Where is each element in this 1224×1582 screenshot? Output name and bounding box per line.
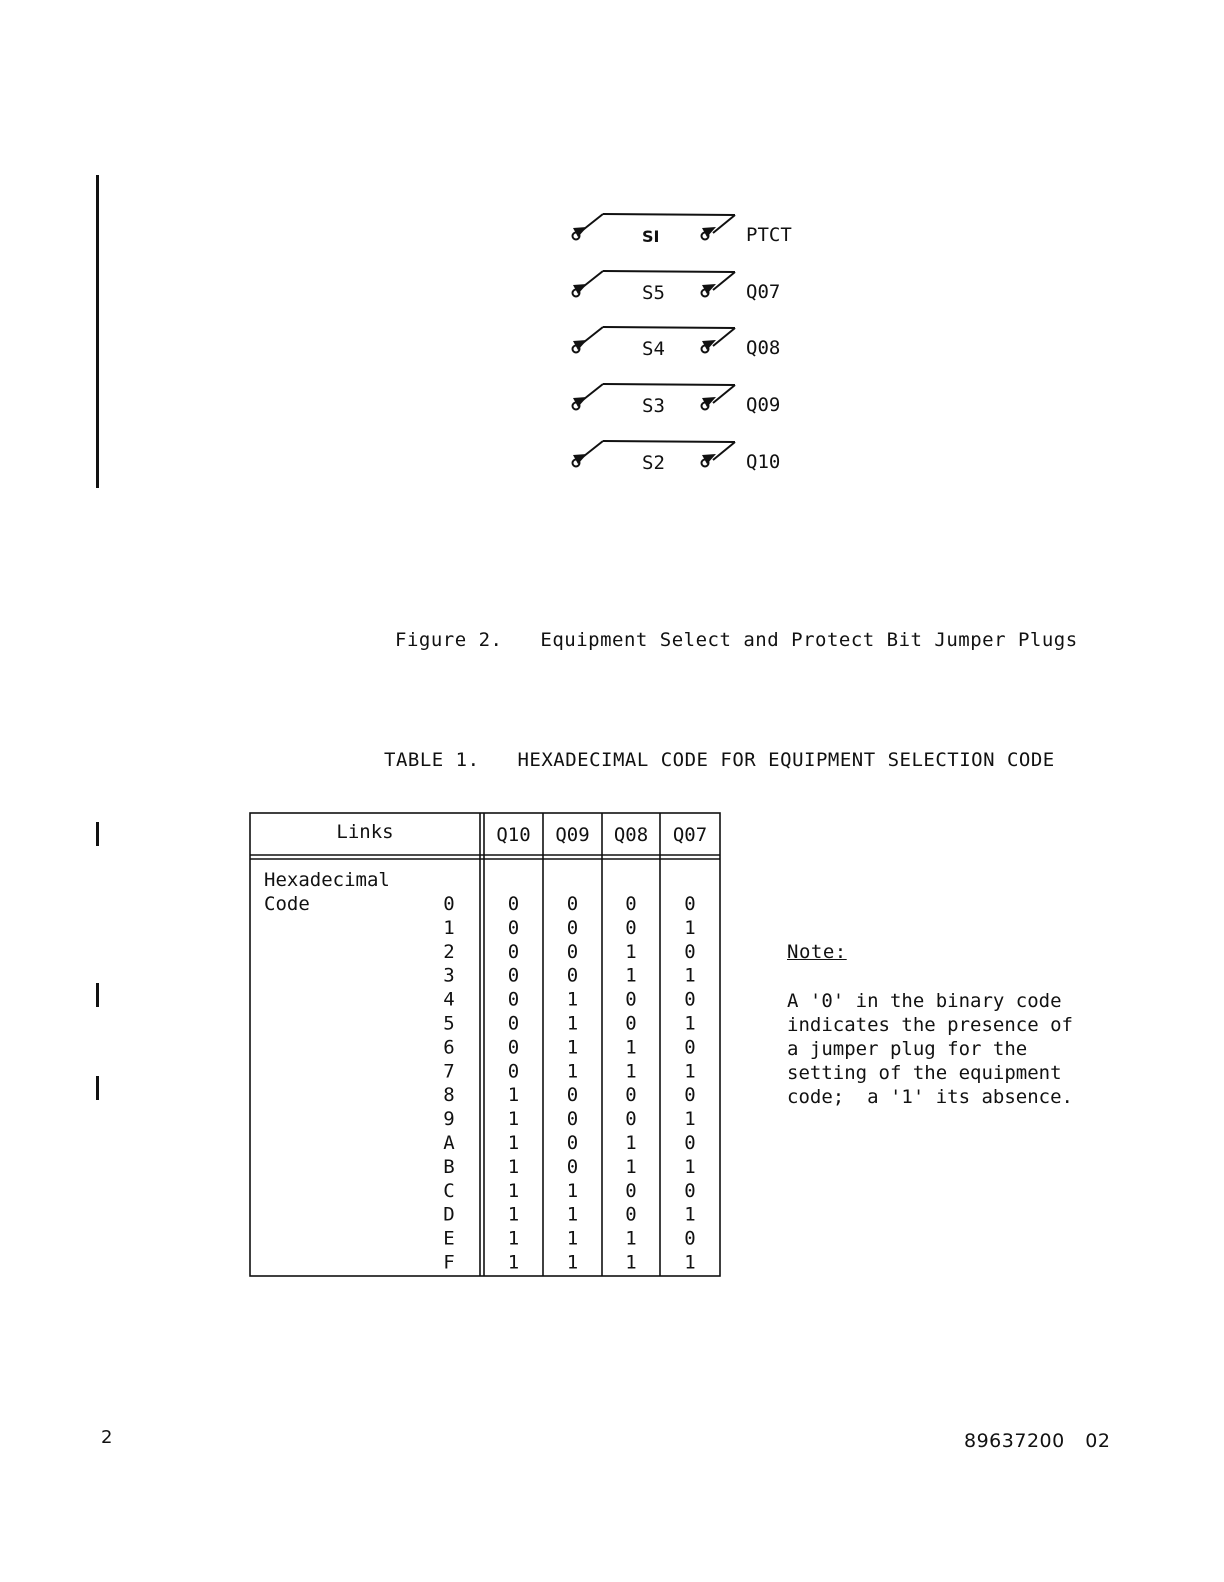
bit-cell-q09: 0 xyxy=(566,1108,579,1131)
page-number: 2 xyxy=(101,1427,113,1448)
bit-cell-q08: 1 xyxy=(625,1155,637,1178)
column-header-q08: Q08 xyxy=(613,824,649,846)
switch-label: S2 xyxy=(642,452,665,474)
bit-cell-q08: 0 xyxy=(625,1012,637,1035)
table-row xyxy=(443,965,695,987)
hex-digit-cell: E xyxy=(443,1227,455,1250)
jumper-s4 xyxy=(573,327,781,360)
bit-cell-q07: 1 xyxy=(684,916,696,939)
table-row xyxy=(443,1252,695,1274)
hex-digit-cell: A xyxy=(443,1132,455,1154)
hex-digit-cell: 4 xyxy=(443,988,455,1011)
bit-cell-q08: 0 xyxy=(625,893,637,915)
bit-cell-q10: 1 xyxy=(507,1084,520,1107)
bit-cell-q08: 0 xyxy=(625,1084,637,1107)
figure-caption-label: Figure 2. xyxy=(395,629,503,651)
column-header-q09: Q09 xyxy=(555,824,590,846)
table-row xyxy=(443,917,695,939)
bit-cell-q09: 1 xyxy=(566,1012,579,1035)
table-row xyxy=(443,1204,695,1226)
hex-digit-cell: C xyxy=(443,1179,455,1202)
row-label-hexadecimal: Hexadecimal xyxy=(264,869,390,891)
bit-cell-q10: 1 xyxy=(507,1251,520,1274)
hex-code-table xyxy=(249,812,722,1278)
signal-label: Q08 xyxy=(746,337,781,359)
bit-cell-q08: 1 xyxy=(625,1227,637,1250)
table-row xyxy=(443,893,695,915)
link-bar xyxy=(603,441,735,442)
column-header-q10: Q10 xyxy=(496,824,531,846)
change-bar-table-1 xyxy=(96,822,99,846)
jumper-s2 xyxy=(573,441,781,474)
bit-cell-q10: 1 xyxy=(507,1132,520,1154)
hex-digit-cell: 5 xyxy=(443,1012,455,1035)
bit-cell-q09: 0 xyxy=(566,940,579,963)
hex-digit-cell: F xyxy=(443,1251,455,1274)
hex-digit-cell: 6 xyxy=(443,1036,455,1059)
hex-digit-cell: 9 xyxy=(443,1108,455,1131)
bit-cell-q07: 1 xyxy=(684,964,696,987)
switch-label: SI xyxy=(642,227,660,246)
row-label-code: Code xyxy=(264,893,310,915)
hex-digit-cell: B xyxy=(443,1155,455,1178)
table-row xyxy=(443,1084,695,1106)
jumper-si xyxy=(573,214,792,246)
switch-label: S4 xyxy=(642,338,665,360)
bit-cell-q08: 1 xyxy=(625,1060,637,1083)
bit-cell-q07: 1 xyxy=(684,1060,696,1083)
bit-cell-q10: 0 xyxy=(507,1036,520,1059)
change-bar-table-3 xyxy=(96,1076,99,1100)
bit-cell-q10: 1 xyxy=(507,1227,520,1250)
note-body: A '0' in the binary code indicates the presence of a jumper plug for the setting of the equipment code; a '1' its absence. xyxy=(787,990,1073,1108)
bit-cell-q07: 0 xyxy=(684,1084,696,1107)
jumper-s5 xyxy=(573,271,781,304)
bit-cell-q07: 0 xyxy=(684,988,696,1011)
table-row xyxy=(443,1036,695,1058)
table-row xyxy=(443,1180,695,1202)
bit-cell-q09: 0 xyxy=(566,1155,579,1178)
link-right-stroke xyxy=(713,385,735,403)
table-row xyxy=(443,1228,695,1250)
link-bar xyxy=(603,327,735,328)
figure-caption-text: Equipment Select and Protect Bit Jumper Plugs xyxy=(540,629,1078,651)
bit-cell-q08: 0 xyxy=(625,916,637,939)
bit-cell-q09: 1 xyxy=(566,1203,579,1226)
bit-cell-q07: 0 xyxy=(684,1132,696,1154)
bit-cell-q08: 0 xyxy=(625,1203,637,1226)
signal-label: Q09 xyxy=(746,394,781,416)
table-row xyxy=(443,1060,695,1082)
jumper-plug-figure xyxy=(565,200,825,490)
bit-cell-q07: 1 xyxy=(684,1203,696,1226)
bit-cell-q08: 1 xyxy=(625,1132,637,1154)
signal-label: Q10 xyxy=(746,451,781,473)
change-bar-top xyxy=(96,175,99,488)
bit-cell-q10: 1 xyxy=(507,1179,520,1202)
bit-cell-q08: 0 xyxy=(625,988,637,1011)
bit-cell-q07: 1 xyxy=(684,1108,696,1131)
table-row xyxy=(443,1132,695,1154)
bit-cell-q09: 1 xyxy=(566,1227,579,1250)
switch-label: S5 xyxy=(642,282,665,304)
bit-cell-q07: 0 xyxy=(684,893,696,915)
bit-cell-q10: 0 xyxy=(507,916,520,939)
bit-cell-q07: 1 xyxy=(684,1251,696,1274)
bit-cell-q10: 0 xyxy=(507,964,520,987)
note-title: Note: xyxy=(787,941,847,963)
bit-cell-q09: 0 xyxy=(566,964,579,987)
link-bar xyxy=(603,214,735,215)
bit-cell-q07: 0 xyxy=(684,940,696,963)
hex-digit-cell: 0 xyxy=(443,893,455,915)
bit-cell-q07: 1 xyxy=(684,1012,696,1035)
document-number xyxy=(964,1430,1110,1452)
link-right-stroke xyxy=(713,215,735,233)
jumper-s3 xyxy=(573,384,781,417)
bit-cell-q08: 1 xyxy=(625,940,637,963)
bit-cell-q10: 1 xyxy=(507,1155,520,1178)
bit-cell-q10: 0 xyxy=(507,1012,520,1035)
bit-cell-q10: 1 xyxy=(507,1108,520,1131)
hex-digit-cell: 7 xyxy=(443,1060,455,1083)
bit-cell-q08: 1 xyxy=(625,964,637,987)
hex-digit-cell: 1 xyxy=(443,916,455,939)
bit-cell-q09: 1 xyxy=(566,1251,579,1274)
hex-digit-cell: 3 xyxy=(443,964,455,987)
link-right-stroke xyxy=(713,328,735,346)
link-right-stroke xyxy=(713,272,735,290)
table-title-text: HEXADECIMAL CODE FOR EQUIPMENT SELECTION CODE xyxy=(517,749,1055,771)
link-bar xyxy=(603,271,735,272)
bit-cell-q09: 1 xyxy=(566,988,579,1011)
bit-cell-q09: 0 xyxy=(566,916,579,939)
doc-revision: 02 xyxy=(1085,1430,1111,1452)
column-header-q07: Q07 xyxy=(672,824,708,846)
bit-cell-q08: 0 xyxy=(625,1179,637,1202)
change-bar-table-2 xyxy=(96,983,99,1007)
bit-cell-q08: 0 xyxy=(625,1108,637,1131)
table-row xyxy=(443,989,695,1011)
bit-cell-q10: 0 xyxy=(507,1060,520,1083)
bit-cell-q09: 1 xyxy=(566,1036,579,1059)
links-header: Links xyxy=(336,821,394,843)
switch-label: S3 xyxy=(642,395,665,417)
signal-label: PTCT xyxy=(746,224,792,246)
doc-number: 89637200 xyxy=(964,1430,1065,1452)
hex-digit-cell: 8 xyxy=(443,1084,455,1107)
bit-cell-q10: 0 xyxy=(507,988,520,1011)
bit-cell-q08: 1 xyxy=(625,1251,637,1274)
link-right-stroke xyxy=(713,442,735,460)
signal-label: Q07 xyxy=(746,281,781,303)
bit-cell-q07: 0 xyxy=(684,1036,696,1059)
bit-cell-q10: 0 xyxy=(507,940,520,963)
bit-cell-q08: 1 xyxy=(625,1036,637,1059)
hex-digit-cell: 2 xyxy=(443,940,455,963)
bit-cell-q07: 0 xyxy=(684,1179,696,1202)
bit-cell-q09: 1 xyxy=(566,1060,579,1083)
bit-cell-q10: 1 xyxy=(507,1203,520,1226)
link-bar xyxy=(603,384,735,385)
table-row xyxy=(443,1108,695,1130)
bit-cell-q07: 1 xyxy=(684,1155,696,1178)
table-row xyxy=(443,1156,695,1178)
bit-cell-q09: 0 xyxy=(566,1084,579,1107)
bit-cell-q09: 1 xyxy=(566,1179,579,1202)
bit-cell-q10: 0 xyxy=(507,893,520,915)
figure-caption xyxy=(395,629,1078,651)
table-title xyxy=(384,749,1055,771)
table-row xyxy=(443,941,695,963)
table-row xyxy=(443,1013,695,1035)
bit-cell-q09: 0 xyxy=(566,893,579,915)
bit-cell-q09: 0 xyxy=(566,1132,579,1154)
hex-digit-cell: D xyxy=(443,1203,455,1226)
table-label: TABLE 1. xyxy=(384,749,480,771)
bit-cell-q07: 0 xyxy=(684,1227,696,1250)
